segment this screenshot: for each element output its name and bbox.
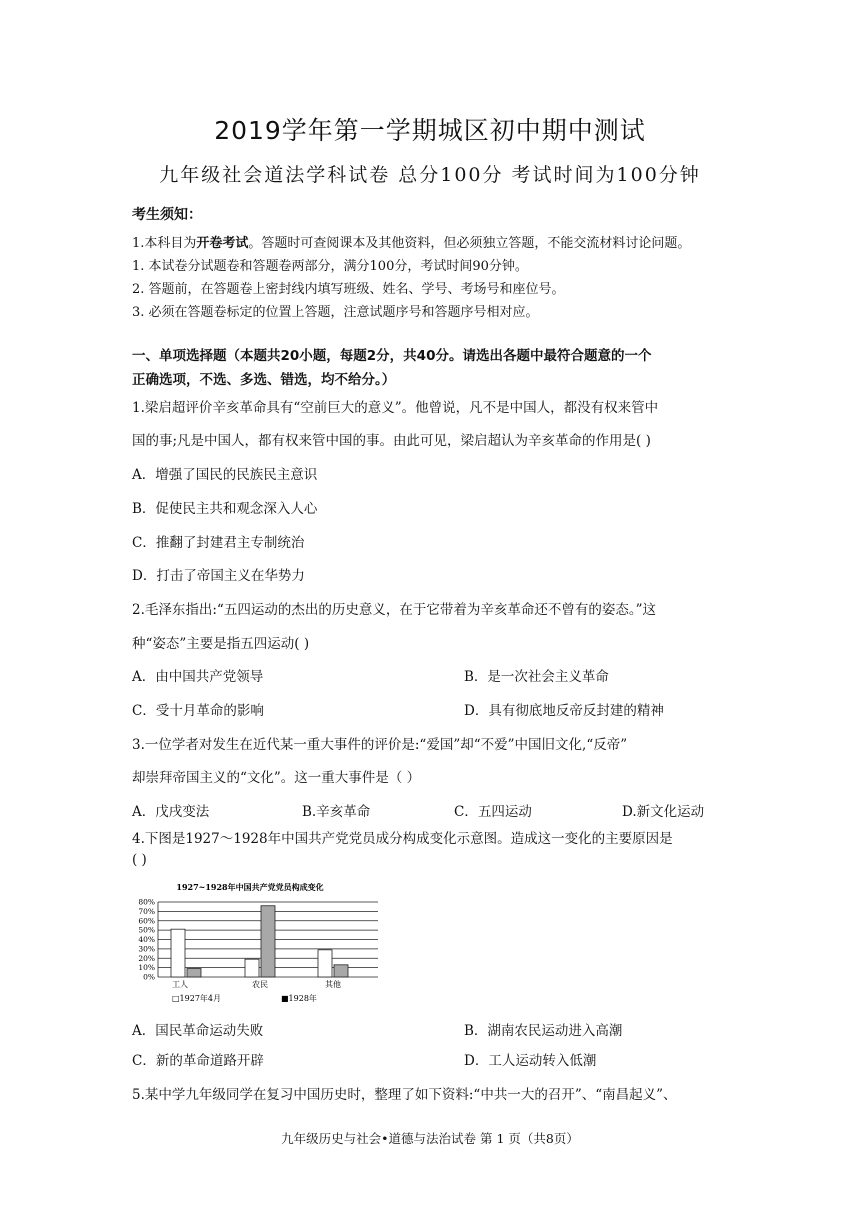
chart-ytick-label: 40% (138, 935, 155, 944)
chart-bar (261, 906, 275, 977)
q3-option-c: C．五四运动 (454, 804, 532, 820)
q1-option-d: D．打击了帝国主义在华势力 (132, 568, 305, 584)
q4-option-b: B．湖南农民运动进入高潮 (464, 1023, 623, 1039)
notice-line-1-post: 。答题时可查阅课本及其他资料，但必须独立答题，不能交流材料讨论问题。 (248, 236, 691, 251)
chart-ytick-label: 80% (138, 897, 155, 907)
q3-option-d: D.新文化运动 (622, 804, 705, 820)
q2-stem-line-2: 种“姿态”主要是指五四运动( ) (132, 636, 310, 652)
q3-option-a: A．戊戌变法 (132, 804, 210, 820)
q2-option-a: A．由中国共产党领导 (132, 669, 264, 685)
chart-xtick-label: 工人 (172, 980, 188, 989)
q3-option-b: B.辛亥革命 (302, 804, 371, 820)
notice-line-3: 2. 答题前，在答题卷上密封线内填写班级、姓名、学号、考场号和座位号。 (132, 282, 565, 297)
chart-ytick-label: 10% (138, 963, 155, 973)
q4-stem-line-2: ( ) (132, 852, 147, 868)
chart-xtick-label: 农民 (252, 980, 268, 989)
q4-option-a: A．国民革命运动失败 (132, 1023, 264, 1039)
chart-bar (318, 950, 332, 977)
q1-option-b: B．促使民主共和观念深入人心 (132, 501, 318, 517)
chart-legend-entry: ■1928年 (281, 994, 317, 1003)
party-composition-chart (128, 878, 388, 1006)
q4-option-d: D．工人运动转入低潮 (464, 1053, 597, 1069)
notice-line-1 (132, 232, 690, 251)
chart-bar (245, 959, 259, 977)
q1-option-c: C．推翻了封建君主专制统治 (132, 535, 305, 551)
notice-line-1-pre: 1.本科目为 (132, 236, 197, 251)
notice-line-2: 1. 本试卷分试题卷和答题卷两部分，满分100分，考试时间90分钟。 (132, 259, 528, 274)
chart-bar (187, 969, 201, 977)
chart-ytick-label: 30% (138, 944, 155, 954)
q3-stem-line-1: 3.一位学者对发生在近代某一重大事件的评价是:“爱国”却“不爱”中国旧文化,“反帝” (132, 737, 628, 753)
chart-ytick-label: 50% (138, 925, 155, 935)
q4-stem-line-1: 4.下图是1927～1928年中国共产党党员成分构成变化示意图。造成这一变化的主要原因是 (132, 831, 673, 847)
notice-line-1-bold: 开卷考试 (196, 236, 249, 251)
chart-bar (171, 929, 185, 977)
chart-xtick-label: 其他 (325, 980, 341, 989)
q4-option-c: C．新的革命道路开辟 (132, 1053, 264, 1069)
q1-stem-line-1: 1.梁启超评价辛亥革命具有“空前巨大的意义”。他曾说，凡不是中国人，都没有权来管中 (132, 400, 659, 416)
chart-ytick-label: 60% (138, 916, 155, 926)
q3-stem-line-2: 却崇拜帝国主义的“文化”。这一重大事件是（ ） (132, 770, 421, 786)
chart-legend-entry: □1927年4月 (172, 994, 222, 1003)
section-1-heading-line-2: 正确选项，不选、多选、错选，均不给分。） (132, 372, 396, 388)
page-subtitle: 九年级社会道法学科试卷 总分100分 考试时间为100分钟 (159, 164, 701, 186)
page-footer: 九年级历史与社会•道德与法治试卷 第 1 页（共8页） (281, 1131, 579, 1146)
q2-option-b: B．是一次社会主义革命 (464, 669, 609, 685)
chart-ytick-label: 20% (138, 953, 155, 963)
notice-heading: 考生须知： (132, 207, 202, 223)
q2-option-c: C．受十月革命的影响 (132, 703, 264, 719)
chart-ytick-label: 70% (138, 906, 155, 916)
chart-title: 1927~1928年中国共产党党员构成变化 (176, 882, 324, 892)
q1-stem-line-2: 国的事;凡是中国人，都有权来管中国的事。由此可见，梁启超认为辛亥革命的作用是( ) (132, 433, 651, 449)
q1-option-a: A．增强了国民的民族民主意识 (132, 467, 318, 483)
page-title: 2019学年第一学期城区初中期中测试 (214, 116, 646, 145)
chart-bar (334, 965, 348, 977)
q2-option-d: D．具有彻底地反帝反封建的精神 (464, 703, 664, 719)
q2-stem-line-1: 2.毛泽东指出:“五四运动的杰出的历史意义，在于它带着为辛亥革命还不曾有的姿态。”这 (132, 602, 656, 618)
chart-ytick-label: 0% (143, 972, 155, 982)
notice-line-4: 3. 必须在答题卷标定的位置上答题，注意试题序号和答题序号相对应。 (132, 305, 539, 320)
section-1-heading-line-1: 一、单项选择题（本题共20小题，每题2分，共40分。请选出各题中最符合题意的一个 (132, 348, 652, 364)
q5-stem-line-1: 5.某中学九年级同学在复习中国历史时，整理了如下资料:“中共一大的召开”、“南昌起义”、 (132, 1087, 677, 1103)
